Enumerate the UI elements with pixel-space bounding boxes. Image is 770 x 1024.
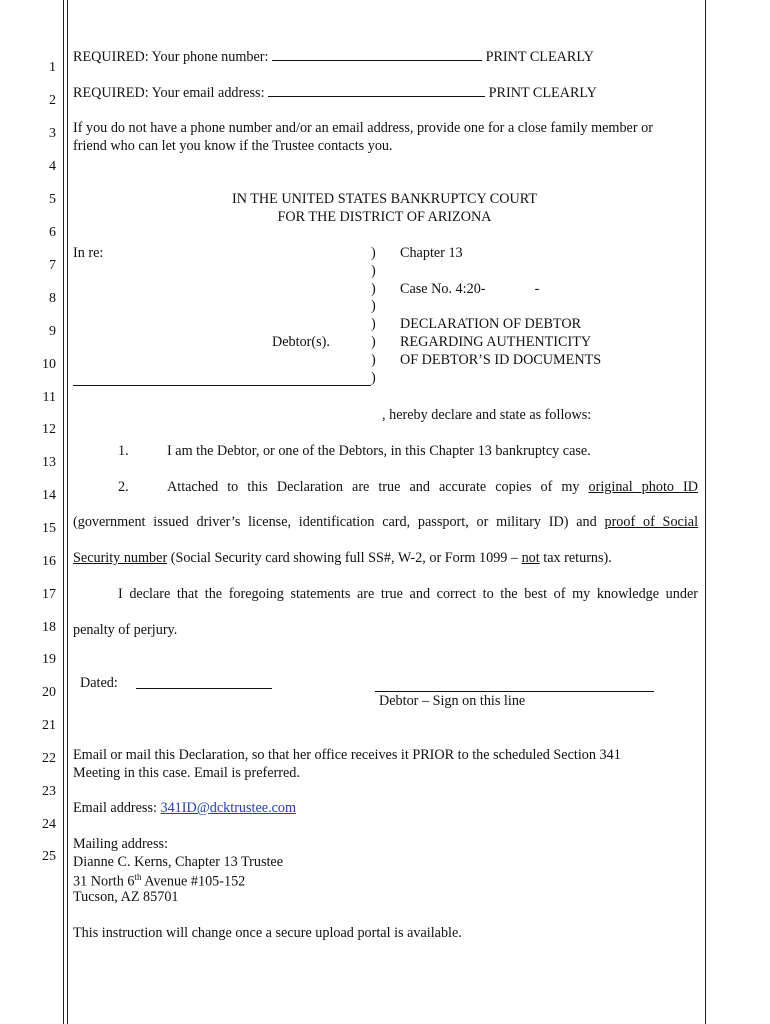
caption-paren: ) bbox=[371, 281, 376, 297]
line-number: 6 bbox=[49, 225, 56, 240]
item-1-number: 1. bbox=[118, 443, 129, 459]
line-number: 9 bbox=[49, 324, 56, 339]
phone-row bbox=[73, 48, 594, 66]
line-number: 22 bbox=[42, 751, 56, 766]
caption-paren: ) bbox=[371, 263, 376, 279]
line-number: 7 bbox=[49, 258, 56, 273]
left-margin-rule-outer bbox=[63, 0, 64, 1024]
line-number: 1 bbox=[49, 60, 56, 75]
phone-print-clearly: PRINT CLEARLY bbox=[485, 49, 594, 65]
line-number: 20 bbox=[42, 685, 56, 700]
debtor-sign-caption: Debtor – Sign on this line bbox=[379, 693, 526, 709]
line-number: 24 bbox=[42, 817, 56, 832]
court-name: IN THE UNITED STATES BANKRUPTCY COURT bbox=[231, 191, 537, 207]
phone-number-field[interactable] bbox=[272, 48, 482, 61]
document-title-line-2: REGARDING AUTHENTICITY bbox=[400, 334, 592, 350]
contact-instruction-line-2: friend who can let you know if the Trustee contacts you. bbox=[73, 138, 393, 154]
dated-label: Dated: bbox=[80, 675, 118, 691]
mailing-address-label: Mailing address: bbox=[73, 836, 168, 852]
declare-statement: , hereby declare and state as follows: bbox=[382, 407, 592, 423]
line-number: 25 bbox=[42, 849, 56, 864]
line-number: 5 bbox=[49, 192, 56, 207]
chapter-label: Chapter 13 bbox=[400, 245, 463, 261]
item-2-text: (government issued driver’s license, identification card, passport, or military ID) and bbox=[73, 514, 597, 530]
debtors-label: Debtor(s). bbox=[272, 334, 330, 350]
case-number bbox=[400, 281, 539, 298]
line-number: 21 bbox=[42, 718, 56, 733]
original-photo-id: original photo ID bbox=[588, 479, 699, 495]
document-title-line-3: OF DEBTOR’S ID DOCUMENTS bbox=[400, 352, 602, 368]
item-2-text-end: tax returns). bbox=[543, 550, 612, 566]
perjury-line-2: penalty of perjury. bbox=[73, 622, 178, 638]
security-number: Security number bbox=[73, 550, 168, 566]
debtor-signature-line[interactable] bbox=[375, 691, 654, 692]
submission-instruction-line-2: Meeting in this case. Email is preferred. bbox=[73, 765, 300, 781]
trustee-name: Dianne C. Kerns, Chapter 13 Trustee bbox=[73, 854, 284, 870]
line-number: 3 bbox=[49, 126, 56, 141]
not-emphasis: not bbox=[521, 550, 540, 566]
submission-instruction-line-1: Email or mail this Declaration, so that her office receives it PRIOR to the scheduled Section 341 bbox=[73, 747, 621, 763]
court-district: FOR THE DISTRICT OF ARIZONA bbox=[277, 209, 492, 225]
line-number: 2 bbox=[49, 93, 56, 108]
line-number: 4 bbox=[49, 159, 56, 174]
email-print-clearly: PRINT CLEARLY bbox=[488, 85, 597, 101]
proof-of-social: proof of Social bbox=[604, 514, 699, 530]
item-2-text: (Social Security card showing full SS#, W-2, or Form 1099 – bbox=[170, 550, 519, 566]
left-margin-rule-inner bbox=[67, 0, 68, 1024]
email-address-field[interactable] bbox=[268, 84, 485, 97]
street-ordinal-suffix: th bbox=[134, 872, 142, 882]
street-address-rest: Avenue #105-152 bbox=[141, 873, 246, 890]
upload-portal-note: This instruction will change once a secure upload portal is available. bbox=[73, 925, 462, 941]
line-number: 13 bbox=[42, 455, 56, 470]
trustee-email-link[interactable]: 341ID@dcktrustee.com bbox=[160, 800, 297, 816]
caption-paren: ) bbox=[371, 298, 376, 314]
street-address bbox=[73, 872, 245, 891]
item-2-text: Attached to this Declaration are true and accurate copies of my bbox=[167, 479, 580, 495]
line-number: 15 bbox=[42, 521, 56, 536]
caption-paren: ) bbox=[371, 334, 376, 350]
line-number: 17 bbox=[42, 587, 56, 602]
case-number-prefix: Case No. 4:20- bbox=[400, 281, 486, 297]
debtor-name-line[interactable] bbox=[73, 385, 371, 386]
item-2-line-2 bbox=[73, 514, 698, 531]
item-2-line-1 bbox=[167, 479, 698, 496]
city-state-zip: Tucson, AZ 85701 bbox=[73, 889, 179, 905]
line-number: 23 bbox=[42, 784, 56, 799]
caption-paren: ) bbox=[371, 245, 376, 261]
line-number: 10 bbox=[42, 357, 56, 372]
caption-paren: ) bbox=[371, 352, 376, 368]
line-number: 16 bbox=[42, 554, 56, 569]
line-number: 14 bbox=[42, 488, 56, 503]
item-1-text: I am the Debtor, or one of the Debtors, in this Chapter 13 bankruptcy case. bbox=[167, 443, 591, 459]
email-label: REQUIRED: Your email address: bbox=[73, 85, 265, 101]
right-margin-rule bbox=[705, 0, 706, 1024]
line-number: 18 bbox=[42, 620, 56, 635]
in-re-label: In re: bbox=[73, 245, 104, 261]
email-address-row bbox=[73, 800, 296, 817]
caption-paren: ) bbox=[371, 316, 376, 332]
line-number: 12 bbox=[42, 422, 56, 437]
line-number: 8 bbox=[49, 291, 56, 306]
date-field[interactable] bbox=[136, 688, 272, 689]
trustee-email-label: Email address: bbox=[73, 800, 157, 816]
perjury-line-1: I declare that the foregoing statements are true and correct to the best of my knowledge under bbox=[118, 586, 698, 602]
phone-label: REQUIRED: Your phone number: bbox=[73, 49, 269, 65]
item-2-line-3 bbox=[73, 550, 612, 567]
document-title-line-1: DECLARATION OF DEBTOR bbox=[400, 316, 582, 332]
line-number: 11 bbox=[42, 390, 56, 405]
caption-paren: ) bbox=[371, 370, 376, 386]
item-2-number: 2. bbox=[118, 479, 129, 495]
contact-instruction-line-1: If you do not have a phone number and/or an email address, provide one for a close family member or bbox=[73, 120, 653, 136]
email-row bbox=[73, 84, 597, 102]
street-address-number: 31 North 6 bbox=[73, 873, 135, 890]
case-number-dash: - bbox=[534, 281, 540, 297]
line-number: 19 bbox=[42, 652, 56, 667]
